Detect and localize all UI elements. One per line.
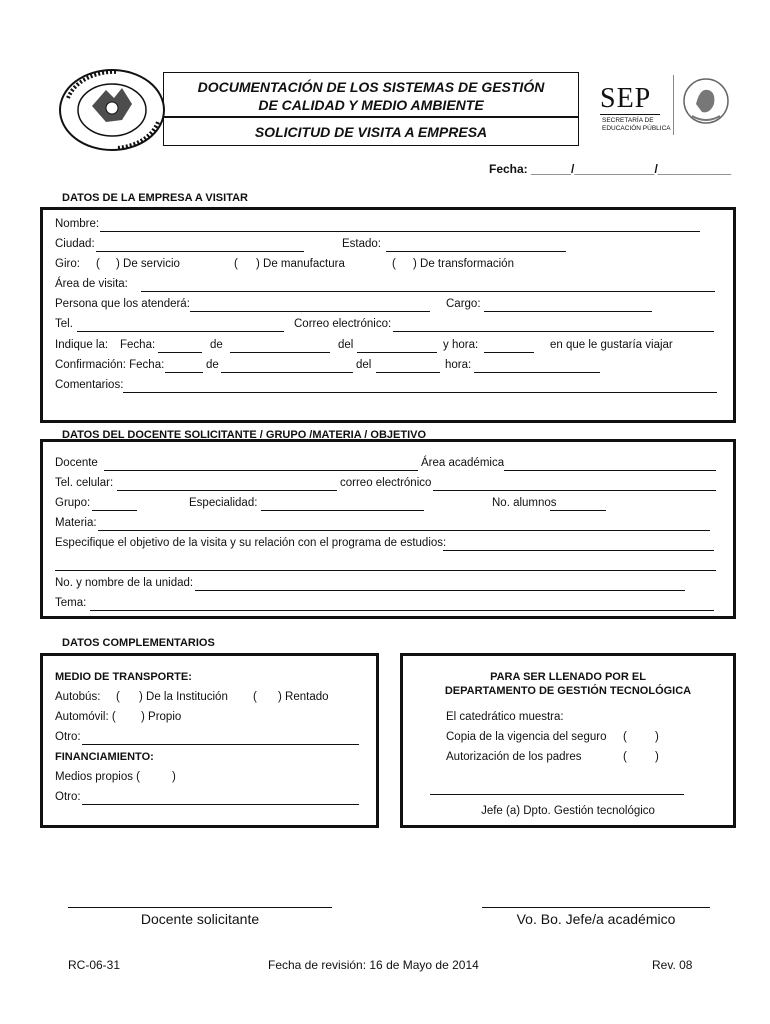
vobo-signature-line[interactable] xyxy=(482,907,710,908)
autorizacion-padres-checkbox[interactable]: ( xyxy=(623,751,627,763)
vobo-signature-label: Vo. Bo. Jefe/a académico xyxy=(516,911,676,927)
correo-label: Correo electrónico: xyxy=(294,318,392,330)
tel-label: Tel. xyxy=(55,318,73,330)
confirmacion-del-label: del xyxy=(356,359,372,371)
grupo-label: Grupo: xyxy=(55,497,91,509)
unidad-label: No. y nombre de la unidad: xyxy=(55,577,194,589)
jefe-signature-line[interactable] xyxy=(430,794,684,795)
indique-de-label: de xyxy=(210,339,223,351)
confirmacion-hora-label: hora: xyxy=(445,359,472,371)
sep-logo-line2: EDUCACIÓN PÚBLICA xyxy=(602,125,671,132)
docente-correo-label: correo electrónico xyxy=(340,477,432,489)
autobus-rentado-checkbox[interactable]: ( xyxy=(253,691,257,703)
document-title-line1: DOCUMENTACIÓN DE LOS SISTEMAS DE GESTIÓN xyxy=(197,79,545,95)
indique-hora-field[interactable] xyxy=(484,352,534,353)
docente-signature-label: Docente solicitante xyxy=(140,911,260,927)
otro-financiamiento-label: Otro: xyxy=(55,791,81,803)
giro-option-transformacion: ) De transformación xyxy=(413,258,514,270)
medios-propios-checkbox[interactable]: Medios propios ( xyxy=(55,771,141,783)
giro-option-servicio: ) De servicio xyxy=(116,258,180,270)
confirmacion-hora-field[interactable] xyxy=(474,372,600,373)
docente-signature-line[interactable] xyxy=(68,907,332,908)
autobus-rentado-label: ) Rentado xyxy=(278,691,329,703)
confirmacion-de-label: de xyxy=(206,359,219,371)
giro-checkbox-transformacion[interactable]: ( xyxy=(392,258,396,270)
financiamiento-title: FINANCIAMIENTO: xyxy=(55,751,154,763)
automovil-checkbox[interactable]: Automóvil: ( xyxy=(55,711,116,723)
confirmacion-label: Confirmación: Fecha: xyxy=(55,359,165,371)
ciudad-field[interactable] xyxy=(96,251,304,252)
confirmacion-mes-field[interactable] xyxy=(221,372,353,373)
otro-transporte-label: Otro: xyxy=(55,731,81,743)
date-field-label[interactable]: Fecha: ______/____________/___________ xyxy=(489,162,732,176)
persona-label: Persona que los atenderá: xyxy=(55,298,190,310)
tel-celular-label: Tel. celular: xyxy=(55,477,114,489)
objetivo-field-line2[interactable] xyxy=(55,570,716,571)
giro-checkbox-manufactura[interactable]: ( xyxy=(234,258,238,270)
materia-field[interactable] xyxy=(98,530,710,531)
indique-mes-field[interactable] xyxy=(230,352,330,353)
sep-logo-line1: SECRETARÍA DE xyxy=(602,117,654,124)
logo-separator xyxy=(673,75,674,135)
cargo-label: Cargo: xyxy=(446,298,481,310)
tema-field[interactable] xyxy=(90,610,714,611)
confirmacion-anio-field[interactable] xyxy=(376,372,440,373)
indique-label: Indique la: xyxy=(55,339,109,351)
giro-option-manufactura: ) De manufactura xyxy=(256,258,345,270)
sep-logo: SEP xyxy=(600,83,652,114)
autorizacion-padres-checkbox-close: ) xyxy=(655,751,659,763)
revision-date: Fecha de revisión: 16 de Mayo de 2014 xyxy=(268,958,479,972)
section-title-complementarios: DATOS COMPLEMENTARIOS xyxy=(62,637,215,649)
area-visita-field[interactable] xyxy=(141,291,715,292)
objetivo-label: Especifique el objetivo de la visita y su relación con el programa de estudios: xyxy=(55,537,447,549)
area-academica-field[interactable] xyxy=(504,470,716,471)
docente-section-box xyxy=(40,439,736,619)
tel-celular-field[interactable] xyxy=(117,490,337,491)
indique-anio-field[interactable] xyxy=(357,352,437,353)
indique-fecha-field[interactable] xyxy=(158,352,202,353)
estado-label: Estado: xyxy=(342,238,381,250)
unidad-field[interactable] xyxy=(195,590,685,591)
automovil-propio-label: ) Propio xyxy=(141,711,182,723)
document-code: RC-06-31 xyxy=(68,958,121,972)
persona-field[interactable] xyxy=(190,311,430,312)
nombre-field[interactable] xyxy=(100,231,700,232)
indique-hora-label: y hora: xyxy=(443,339,479,351)
medio-transporte-title: MEDIO DE TRANSPORTE: xyxy=(55,671,192,683)
gustaria-label: en que le gustaría viajar xyxy=(550,339,673,351)
revision-number: Rev. 08 xyxy=(652,958,693,972)
indique-fecha-label: Fecha: xyxy=(120,339,156,351)
autobus-label: Autobús: xyxy=(55,691,101,703)
especialidad-label: Especialidad: xyxy=(189,497,258,509)
national-coat-of-arms-icon xyxy=(682,70,730,132)
estado-field[interactable] xyxy=(386,251,566,252)
grupo-field[interactable] xyxy=(92,510,137,511)
medios-propios-close: ) xyxy=(172,771,176,783)
area-academica-label: Área académica xyxy=(421,457,505,469)
no-alumnos-label: No. alumnos xyxy=(492,497,557,509)
copia-seguro-checkbox-close: ) xyxy=(655,731,659,743)
cargo-field[interactable] xyxy=(484,311,652,312)
departamento-title-line2: DEPARTAMENTO DE GESTIÓN TECNOLÓGICA xyxy=(444,685,692,697)
no-alumnos-field[interactable] xyxy=(550,510,606,511)
otro-transporte-field[interactable] xyxy=(82,744,359,745)
correo-field[interactable] xyxy=(393,331,714,332)
empresa-section-box xyxy=(40,207,736,423)
section-title-docente: DATOS DEL DOCENTE SOLICITANTE / GRUPO /MATERIA / OBJETIVO xyxy=(62,429,427,441)
giro-checkbox-servicio[interactable]: ( xyxy=(96,258,100,270)
materia-label: Materia: xyxy=(55,517,97,529)
section-title-empresa: DATOS DE LA EMPRESA A VISITAR xyxy=(62,192,248,204)
autorizacion-padres-label: Autorización de los padres xyxy=(446,751,582,763)
tel-field[interactable] xyxy=(77,331,284,332)
comentarios-field[interactable] xyxy=(123,392,717,393)
autobus-institucion-label: ) De la Institución xyxy=(139,691,228,703)
document-subtitle: SOLICITUD DE VISITA A EMPRESA xyxy=(254,124,488,140)
docente-field[interactable] xyxy=(104,470,418,471)
otro-financiamiento-field[interactable] xyxy=(82,804,359,805)
nombre-label: Nombre: xyxy=(55,218,100,230)
institution-seal-logo xyxy=(58,68,166,152)
area-visita-label: Área de visita: xyxy=(55,278,128,290)
docente-correo-field[interactable] xyxy=(433,490,716,491)
giro-label: Giro: xyxy=(55,258,80,270)
tema-label: Tema: xyxy=(55,597,87,609)
document-title-line2: DE CALIDAD Y MEDIO AMBIENTE xyxy=(258,97,484,113)
copia-seguro-label: Copia de la vigencia del seguro xyxy=(446,731,607,743)
copia-seguro-checkbox[interactable]: ( xyxy=(623,731,627,743)
catedratico-label: El catedrático muestra: xyxy=(446,711,564,723)
docente-label: Docente xyxy=(55,457,98,469)
departamento-title-line1: PARA SER LLENADO POR EL xyxy=(490,671,646,683)
jefe-signature-label: Jefe (a) Dpto. Gestión tecnológico xyxy=(481,805,655,817)
confirmacion-fecha-field[interactable] xyxy=(165,372,203,373)
sep-logo-rule xyxy=(600,114,660,115)
especialidad-field[interactable] xyxy=(261,510,424,511)
ciudad-label: Ciudad: xyxy=(55,238,95,250)
indique-del-label: del xyxy=(338,339,354,351)
autobus-institucion-checkbox[interactable]: ( xyxy=(116,691,120,703)
comentarios-label: Comentarios: xyxy=(55,379,124,391)
objetivo-field[interactable] xyxy=(443,550,714,551)
